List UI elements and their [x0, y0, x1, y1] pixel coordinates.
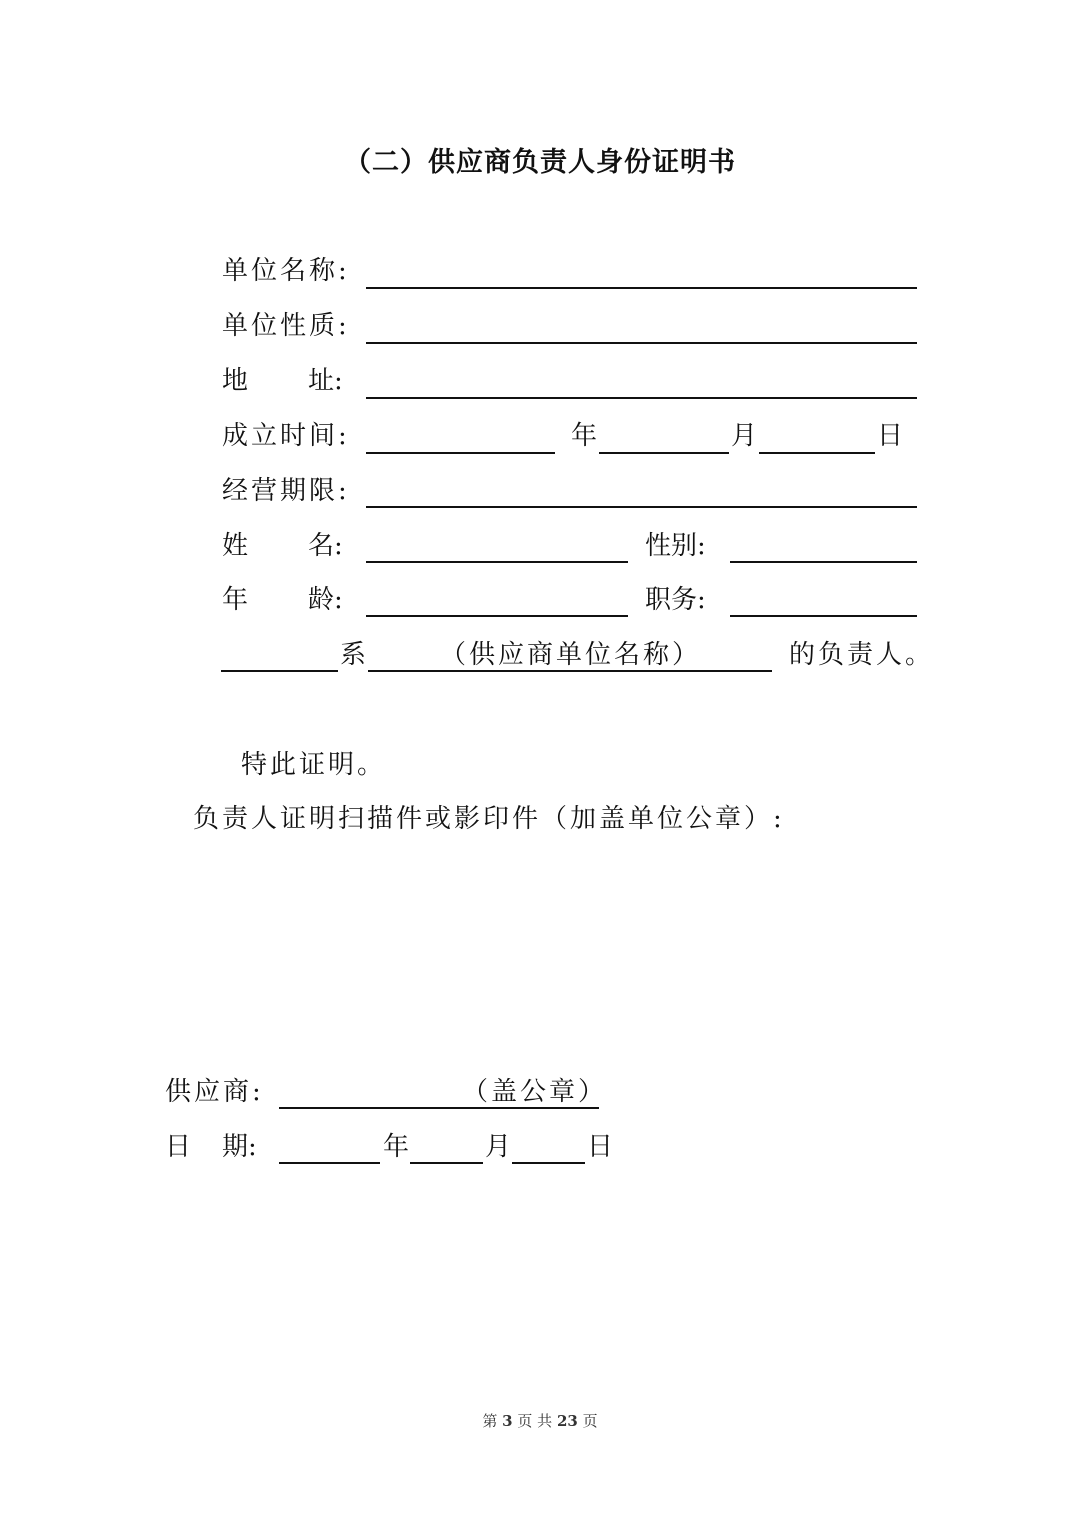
- date-day-label: 日: [587, 1132, 614, 1162]
- established-day-line[interactable]: [759, 452, 875, 454]
- supplier-seal-line[interactable]: [279, 1107, 599, 1109]
- page-footer: [0, 1410, 1080, 1431]
- age-line[interactable]: [366, 615, 628, 617]
- footer-total-pages: 23: [556, 1412, 578, 1430]
- supplier-label: 供应商:: [165, 1077, 264, 1107]
- unit-nature-label: 单位性质:: [222, 311, 350, 341]
- responsible-text: 的负责人。: [789, 640, 935, 670]
- date-year-line[interactable]: [279, 1162, 380, 1164]
- page-title: （二）供应商负责人身份证明书: [344, 147, 736, 178]
- scan-note: 负责人证明扫描件或影印件（加盖单位公章）:: [193, 804, 785, 834]
- seal-note: （盖公章）: [462, 1077, 608, 1107]
- footer-middle: 页 共: [517, 1412, 553, 1430]
- established-label: 成立时间:: [222, 421, 350, 451]
- position-line[interactable]: [730, 615, 917, 617]
- address-line[interactable]: [366, 397, 917, 399]
- gender-line[interactable]: [730, 561, 917, 563]
- age-label-part2: 龄:: [308, 585, 343, 615]
- unit-nature-line[interactable]: [366, 342, 917, 344]
- established-month-line[interactable]: [599, 452, 729, 454]
- date-label-part2: 期:: [222, 1132, 257, 1162]
- name-label-part1: 姓: [222, 531, 249, 561]
- established-year-line[interactable]: [366, 452, 555, 454]
- date-label-part1: 日: [165, 1132, 192, 1162]
- term-line[interactable]: [366, 506, 917, 508]
- address-label-part2: 址:: [308, 366, 343, 396]
- date-day-line[interactable]: [512, 1162, 585, 1164]
- established-day-label: 日: [877, 421, 904, 451]
- established-year-label: 年: [571, 421, 598, 451]
- footer-prefix: 第: [482, 1412, 498, 1430]
- unit-name-label: 单位名称:: [222, 256, 350, 286]
- gender-label: 性别:: [645, 531, 706, 561]
- unit-name-line[interactable]: [366, 287, 917, 289]
- age-label-part1: 年: [222, 585, 249, 615]
- footer-suffix: 页: [582, 1412, 598, 1430]
- address-label-part1: 地: [222, 366, 249, 396]
- position-label: 职务:: [645, 585, 706, 615]
- established-month-label: 月: [731, 421, 758, 451]
- footer-page-number: 3: [502, 1412, 513, 1430]
- xi-text: 系: [340, 640, 367, 670]
- supplier-name-placeholder: （供应商单位名称）: [440, 640, 702, 670]
- certify-text: 特此证明。: [241, 750, 387, 780]
- date-year-label: 年: [383, 1132, 410, 1162]
- person-name-line[interactable]: [221, 670, 338, 672]
- term-label: 经营期限:: [222, 476, 350, 506]
- date-month-label: 月: [485, 1132, 512, 1162]
- name-label-part2: 名:: [308, 531, 343, 561]
- supplier-name-line[interactable]: [368, 670, 772, 672]
- name-line[interactable]: [366, 561, 628, 563]
- date-month-line[interactable]: [410, 1162, 483, 1164]
